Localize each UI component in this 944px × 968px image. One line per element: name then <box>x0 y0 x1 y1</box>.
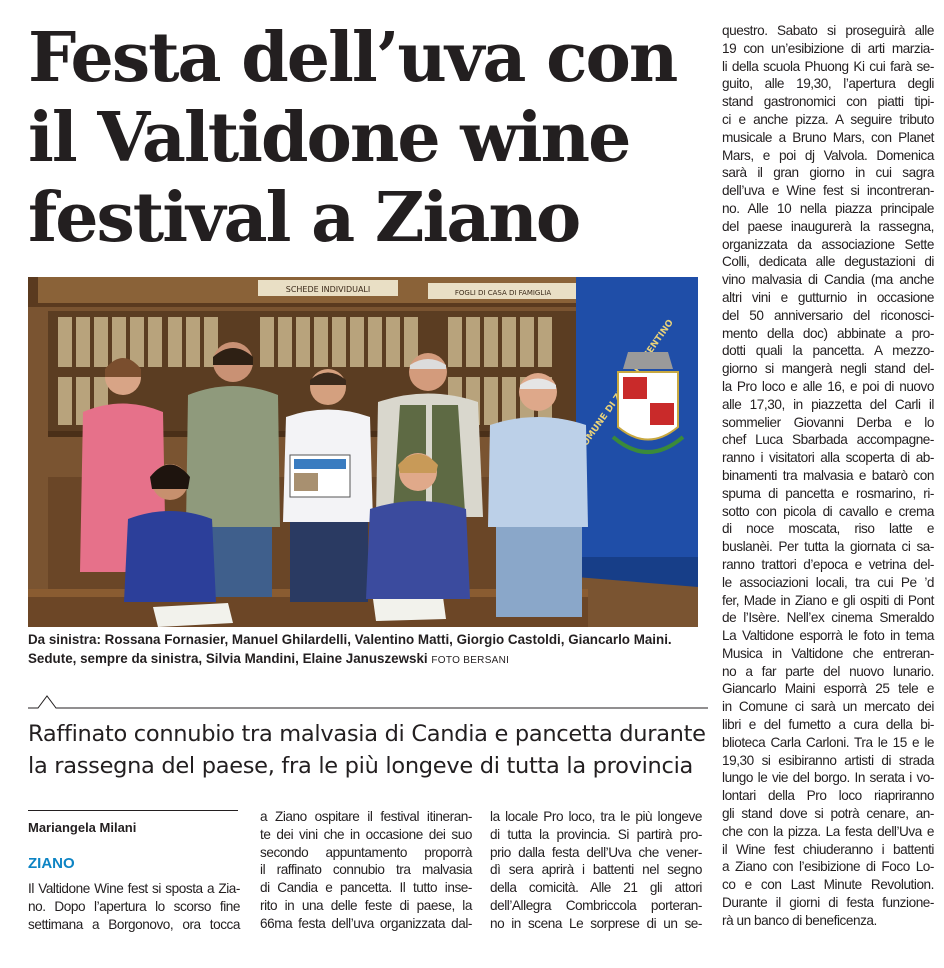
article-line: le associazioni locali, tra cui Pe ’d <box>722 574 934 590</box>
article-line: no. Dopo l’apertura lo scorso fine <box>28 898 240 914</box>
article-line: no. Alle 10 nella piazza principale <box>722 200 934 216</box>
article-line: 19 con un’esibizione di arti marzia- <box>722 40 934 56</box>
subheadline-line: la rassegna del paese, fra le più longeve di tutta la provincia <box>28 753 694 779</box>
article-line: prio dalla festa dell’Uva che vener- <box>490 844 702 860</box>
article-column-3 <box>490 808 702 933</box>
article-line: chef Luca Sbarbada accompagne- <box>722 432 934 448</box>
article-line: ranno i visitatori alla scoperta di ab- <box>722 450 934 466</box>
shelf-label-1: SCHEDE INDIVIDUALI <box>285 285 371 294</box>
article-line: alle 17,30, in piazzetta del Carli il <box>722 396 934 412</box>
article-line: sotto con picola di cavallo e crema <box>722 503 934 519</box>
article-line: lungo le vie del borgo. In serata i vo- <box>722 770 934 786</box>
article-line: rito in una delle feste di paese, la <box>260 897 472 913</box>
article-line: co e con Last Minute Revolution. <box>722 877 934 893</box>
article-line: blioteca Carla Carloni. Tra le 15 e le <box>722 734 934 750</box>
article-line: spuma di pancetta e rosmarino, ri- <box>722 485 934 501</box>
article-line: a Ziano con l’esibizione di Foco Lo- <box>722 859 934 875</box>
byline-rule <box>28 810 238 811</box>
article-line: secondo appuntamento proporrà <box>260 844 472 860</box>
article-column-2 <box>260 808 472 933</box>
article-line: del 50 anniversario del riconosci- <box>722 307 934 323</box>
article-line: lontari della Pro loco riapriranno <box>722 788 934 804</box>
article-line: la Pro loco e alle 16, e poi di nuovo <box>722 378 934 394</box>
article-line: 19,30 si esibiranno artisti di strada <box>722 752 934 768</box>
article-line: guito, alle 19,30, l’apertura degli <box>722 76 934 92</box>
article-line: il raffinato connubio tra malvasia <box>260 862 472 878</box>
article-line: della comicità. Alle 21 gli attori <box>490 880 702 896</box>
article-line: organizzata da associazione Sette <box>722 236 934 252</box>
shelf-label-2: FOGLI DI CASA DI FAMIGLIA <box>454 289 552 297</box>
photo-caption <box>28 630 708 670</box>
section-divider <box>28 688 708 710</box>
article-line: Mars, e poi dj Valvola. Domenica <box>722 147 934 163</box>
article-line: La Valtidone esporrà le foto in tema <box>722 628 934 644</box>
headline-line: festival a Ziano <box>28 178 580 258</box>
byline: Mariangela Milani <box>28 820 137 835</box>
article-line: gli stand dove si potrà cenare, an- <box>722 806 934 822</box>
article-line: la locale Pro loco, tra le più longeve <box>490 809 702 824</box>
article-line: musicale a Bruno Mars, con Planet <box>722 129 934 145</box>
article-line: altri vini e gutturnio in occasione <box>722 289 934 305</box>
article-line: questro. Sabato si proseguirà alle <box>722 23 934 38</box>
subheadline <box>28 718 708 782</box>
caption-text: Da sinistra: Rossana Fornasier, Manuel Ghilardelli, Valentino Matti, Giorgio Castoldi, Giancarlo Maini. Sedute, sempre da sinistra, Silvia Mandini, Elaine Januszewski <box>28 632 672 666</box>
article-line: stand gastronomici con piatti tipi- <box>722 94 934 110</box>
article-line: dotti quali la pancetta. A mezzo- <box>722 343 934 359</box>
article-line: fer, Made in Ziano e gli ospiti di Pont <box>722 592 934 608</box>
placeline: ZIANO <box>28 855 75 872</box>
article-line: che con la pizza. La festa dell’Uva e <box>722 823 934 839</box>
article-line: settimana a Borgonovo, ora tocca <box>28 916 240 932</box>
article-line: li della scuola Phuong Ki cui farà se- <box>722 58 934 74</box>
article-line: libri e del fumetto a cura della bi- <box>722 717 934 733</box>
article-line: Colli, dedicata alle degustazioni di <box>722 254 934 270</box>
article-line: il Wine fest chiuderanno i battenti <box>722 841 934 857</box>
headline <box>28 18 708 258</box>
article-line: mento della doc) abbinate a pro- <box>722 325 934 341</box>
banner-text: COMUNE DI PIACENTINO <box>576 318 676 454</box>
article-line: rà un banco di beneficenza. <box>722 912 877 928</box>
article-line: sarà il gran giorno in cui sagra <box>722 165 934 181</box>
article-line: buslanèi. Per tutta la giornata ci sa- <box>722 539 934 555</box>
article-line: 66ma festa dell’uva organizzata dal- <box>260 915 472 931</box>
article-line: ranno trattori d’epoca e vetrina del- <box>722 556 934 572</box>
subheadline-line: Raffinato connubio tra malvasia di Candia e pancetta durante <box>28 721 706 747</box>
article-line: Il Valtidone Wine fest si sposta a Zia- <box>28 881 240 896</box>
article-line: dell’uva e Wine fest si incontreran- <box>722 183 934 199</box>
article-line: vino malvasia di Candia (ma anche <box>722 272 934 288</box>
article-line: no in scena Le sorprese di un se- <box>490 915 702 931</box>
article-line: dell’Allegra Combriccola porteran- <box>490 897 702 913</box>
article-line: sommelier Giovanni Derba e lo <box>722 414 934 430</box>
article-line: giorno si mangerà negli stand del- <box>722 361 934 377</box>
headline-line: il Valtidone wine <box>28 98 630 178</box>
article-line: di Candia e pancetta. Il tutto inse- <box>260 880 472 896</box>
photo-credit: FOTO BERSANI <box>431 655 510 666</box>
article-line: binamenti tra malvasia e batarò con <box>722 467 934 483</box>
article-line: di noce moscata, riso latte e <box>722 521 934 537</box>
article-line: del paese inaugurerà la rassegna, <box>722 218 934 234</box>
article-column-1 <box>28 880 240 933</box>
article-line: Giancarlo Maini esporrà 25 tele e <box>722 681 934 697</box>
article-line: no a far parte del nuovo lunario. <box>722 663 934 679</box>
article-column-4 <box>722 22 934 930</box>
article-line: de l’Isère. Nell’ex cinema Smeraldo <box>722 610 934 626</box>
article-line: dì sera aprirà i battenti nel segno <box>490 862 702 878</box>
article-line: Musica in Valtidone che entreran- <box>722 645 934 661</box>
article-line: ci e anche pizza. A seguire tributo <box>722 111 934 127</box>
article-line: te dei vini che in occasione dei suo <box>260 826 472 842</box>
group-photo <box>28 277 698 627</box>
article-line: a Ziano ospitare il festival itineran- <box>260 809 472 824</box>
article-line: di tutta la provincia. Si partirà pro- <box>490 826 702 842</box>
headline-line: Festa dell’uva con <box>28 18 677 98</box>
article-line: in Comune ci sarà un mercato dei <box>722 699 934 715</box>
article-line: Durante il giorni di festa funzione- <box>722 895 934 911</box>
